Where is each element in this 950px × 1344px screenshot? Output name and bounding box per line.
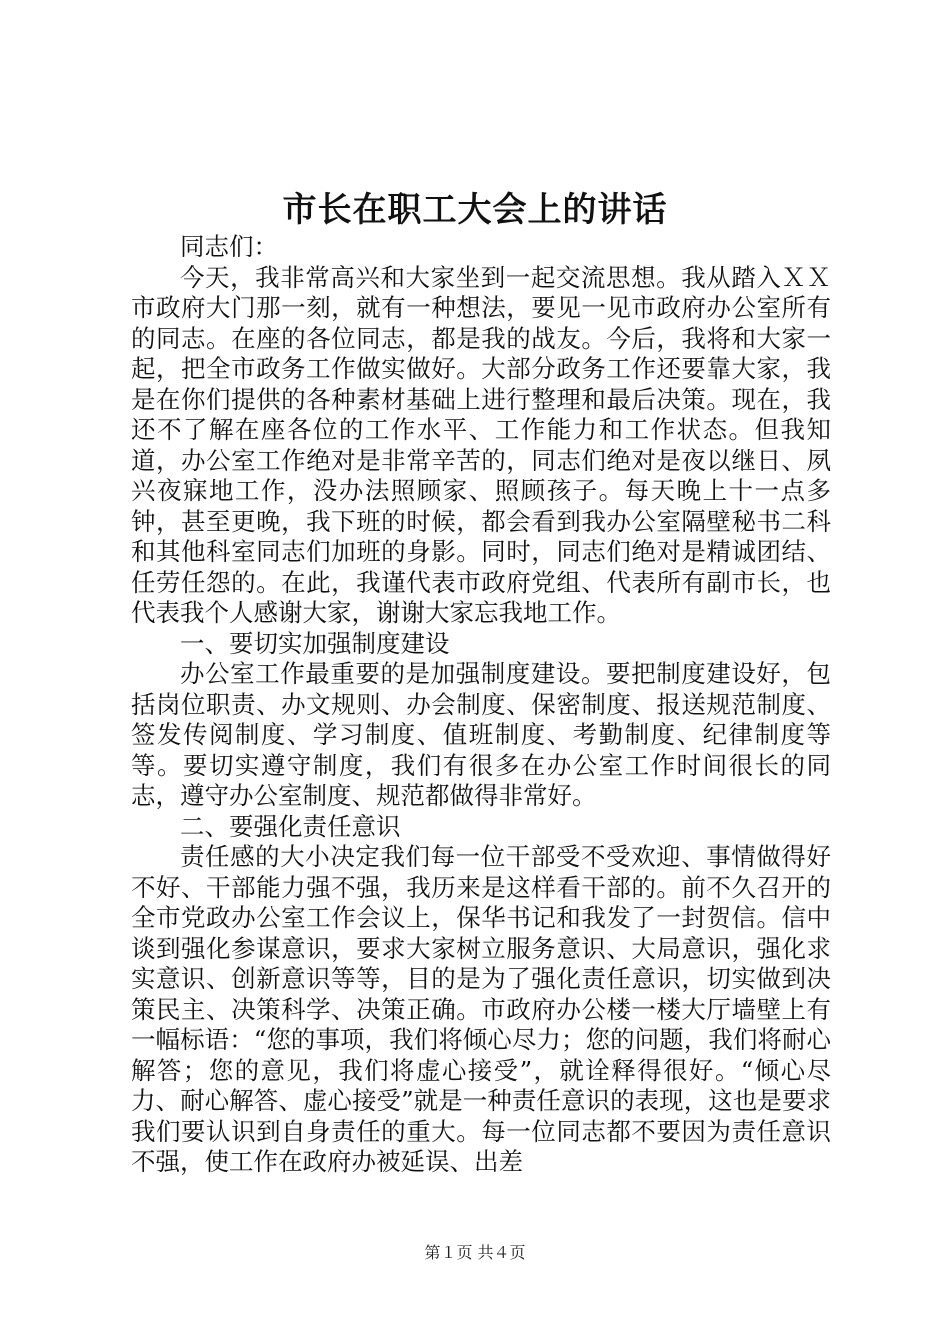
section-heading-2: 二、要强化责任意识	[180, 811, 401, 841]
salutation: 同志们：	[180, 232, 278, 261]
document-title: 市长在职工大会上的讲话	[282, 190, 668, 230]
paragraph-section-2: 责任感的大小决定我们每一位干部受不受欢迎、事情做得好不好、干部能力强不强，我历来是这样看干部的。前不久召开的全市党政办公室工作会议上，保华书记和我发了一封贺信。信中谈到强化参谋意识，要求大家树立服务意识、大局意识，强化求实意识、创新意识等等，目的是为了强化责任意识，切实做到决策民主、决策科学、决策正确。市政府办公楼一楼大厅墙壁上有一幅标语：“您的事项，我们将倾心尽力；您的问题，我们将耐心解答；您的意见，我们将虚心接受”，就诠释得很好。“倾心尽力、耐心解答、虚心接受”就是一种责任意识的表现，这也是要求我们要认识到自身责任的重大。每一位同志都不要因为责任意识不强，使工作在政府办被延误、出差	[131, 842, 831, 1176]
paragraph-intro: 今天，我非常高兴和大家坐到一起交流思想。我从踏入ＸＸ市政府大门那一刻，就有一种想法，要见一见市政府办公室所有的同志。在座的各位同志，都是我的战友。今后，我将和大家一起，把全市政务工作做实做好。大部分政务工作还要靠大家，我是在你们提供的各种素材基础上进行整理和最后决策。现在，我还不了解在座各位的工作水平、工作能力和工作状态。但我知道，办公室工作绝对是非常辛苦的，同志们绝对是夜以继日、夙兴夜寐地工作，没办法照顾家、照顾孩子。每天晚上十一点多钟，甚至更晚，我下班的时候，都会看到我办公室隔壁秘书二科和其他科室同志们加班的身影。同时，同志们绝对是精诚团结、任劳任怨的。在此，我谨代表市政府党组、代表所有副市长，也代表我个人感谢大家，谢谢大家忘我地工作。	[131, 262, 831, 627]
document-body	[131, 232, 831, 1178]
page-footer: 第１页 共４页	[424, 1243, 526, 1262]
paragraph-section-1: 办公室工作最重要的是加强制度建设。要把制度建设好，包括岗位职责、办文规则、办会制度、保密制度、报送规范制度、签发传阅制度、学习制度、值班制度、考勤制度、纪律制度等等。要切实遵守制度，我们有很多在办公室工作时间很长的同志，遵守办公室制度、规范都做得非常好。	[131, 659, 831, 810]
section-heading-1: 一、要切实加强制度建设	[180, 628, 450, 658]
